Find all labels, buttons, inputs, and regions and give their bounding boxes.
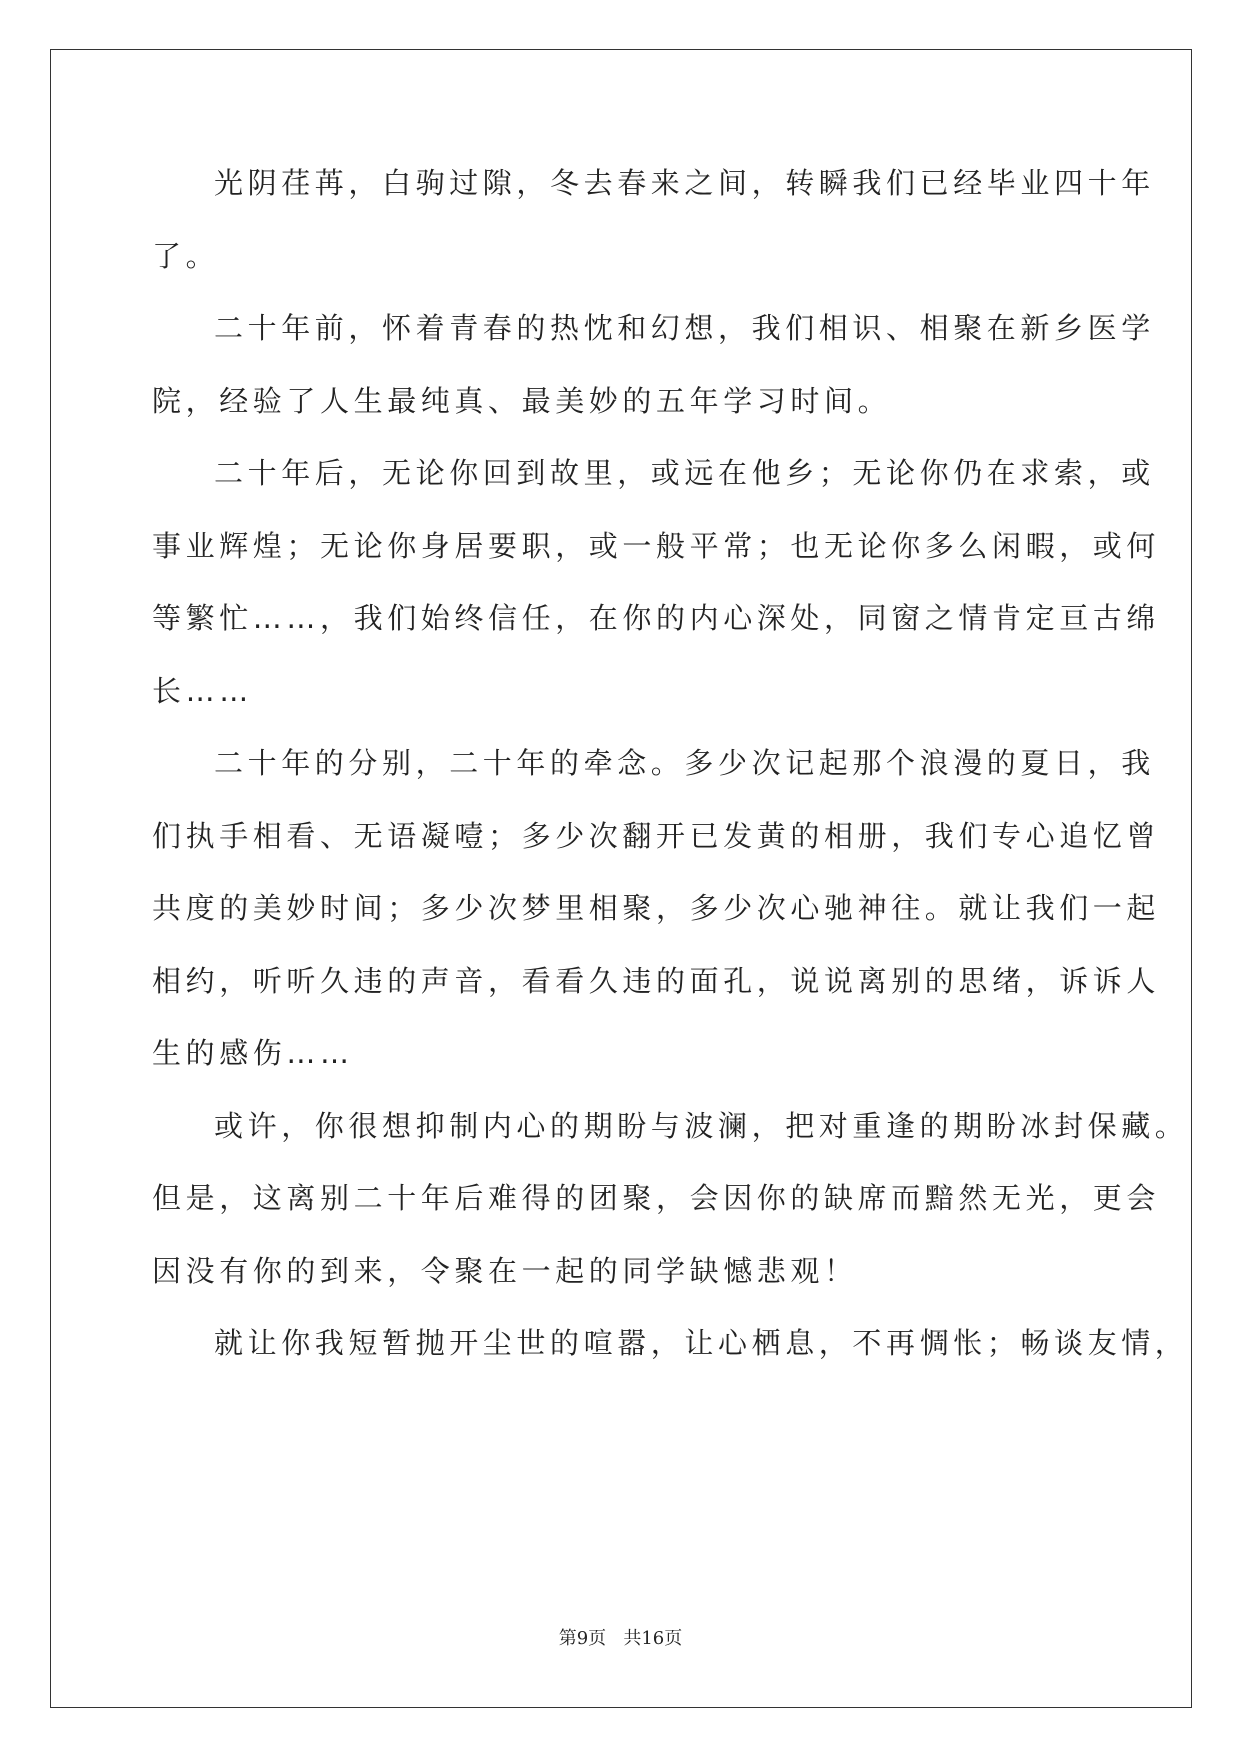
document-line: 等繁忙……，我们始终信任，在你的内心深处，同窗之情肯定亘古绵 bbox=[152, 601, 1161, 635]
document-line: 生的感伤…… bbox=[152, 1036, 354, 1070]
document-line: 因没有你的到来，令聚在一起的同学缺憾悲观！ bbox=[152, 1253, 858, 1288]
document-line: 或许，你很想抑制内心的期盼与波澜，把对重逢的期盼冰封保藏。 bbox=[214, 1108, 1189, 1143]
document-line: 相约，听听久违的声音，看看久违的面孔，说说离别的思绪，诉诉人 bbox=[152, 963, 1161, 998]
document-line: 光阴荏苒，白驹过隙，冬去春来之间，转瞬我们已经毕业四十年 bbox=[214, 166, 1155, 200]
page-border bbox=[50, 49, 1192, 1708]
document-line: 事业辉煌；无论你身居要职，或一般平常；也无论你多么闲暇，或何 bbox=[152, 528, 1161, 563]
document-line: 就让你我短暂抛开尘世的喧嚣，让心栖息，不再惆怅；畅谈友情， bbox=[214, 1326, 1189, 1360]
document-line: 院，经验了人生最纯真、最美妙的五年学习时间。 bbox=[152, 383, 892, 418]
document-line: 共度的美妙时间；多少次梦里相聚，多少次心驰神往。就让我们一起 bbox=[152, 891, 1161, 925]
document-line: 长…… bbox=[152, 673, 253, 708]
page-number-footer: 第9页 共16页 bbox=[558, 1628, 683, 1649]
document-line: 了。 bbox=[152, 238, 220, 273]
document-line: 二十年后，无论你回到故里，或远在他乡；无论你仍在求索，或 bbox=[214, 456, 1155, 490]
document-line: 二十年前，怀着青春的热忱和幻想，我们相识、相聚在新乡医学 bbox=[214, 311, 1155, 345]
document-line: 二十年的分别，二十年的牵念。多少次记起那个浪漫的夏日，我 bbox=[214, 746, 1155, 780]
document-line: 但是，这离别二十年后难得的团聚，会因你的缺席而黯然无光，更会 bbox=[152, 1181, 1161, 1215]
document-line: 们执手相看、无语凝噎；多少次翻开已发黄的相册，我们专心追忆曾 bbox=[152, 818, 1161, 853]
